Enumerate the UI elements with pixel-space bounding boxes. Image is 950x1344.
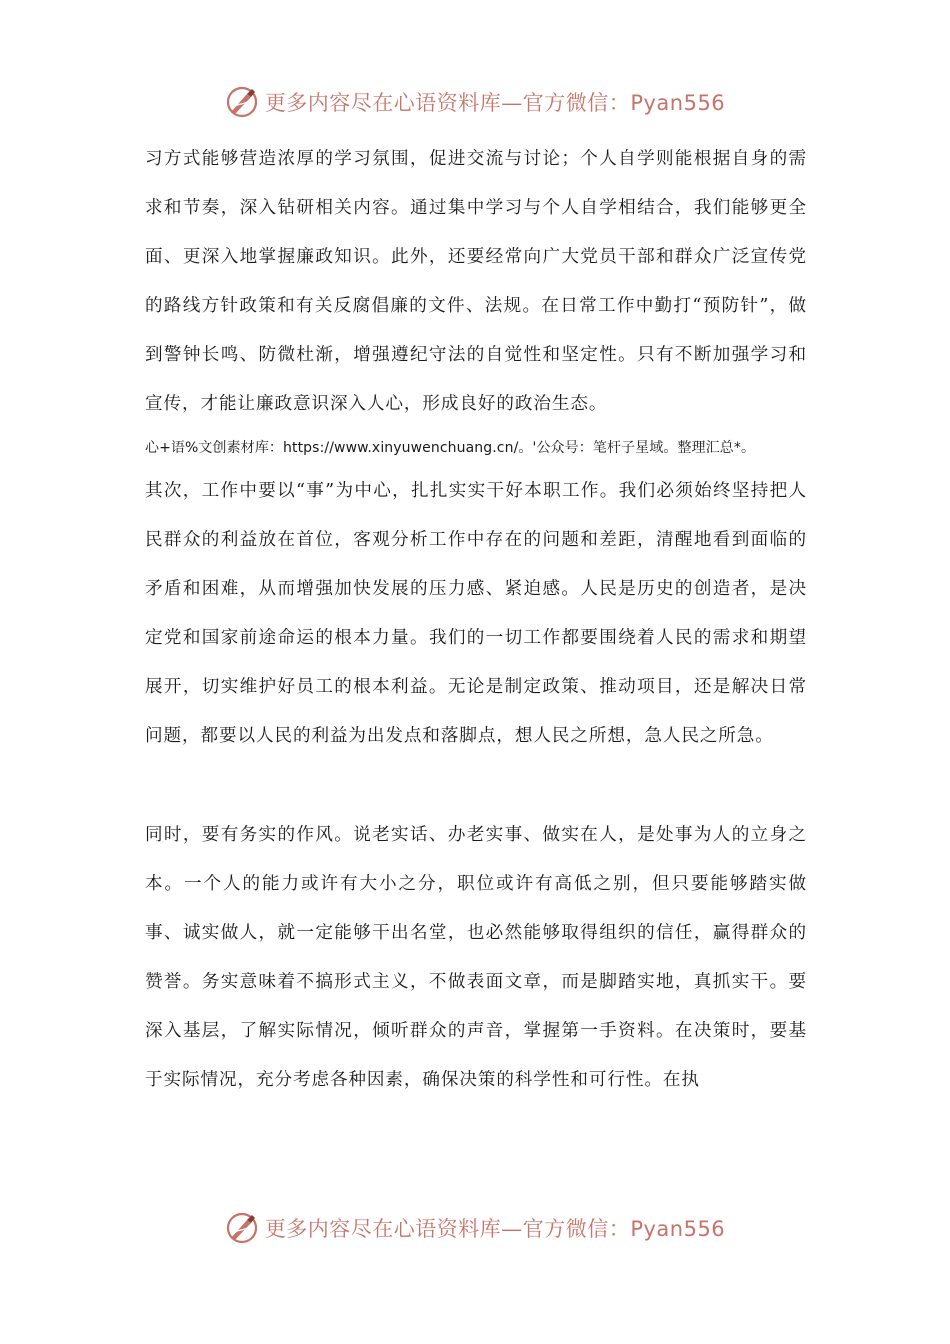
document-body xyxy=(145,135,807,1105)
wechat-id: Pyan556 xyxy=(630,1217,726,1241)
paragraph-pragmatic-style: 同时，要有务实的作风。说老实话、办老实事、做实在人，是处事为人的立身之本。一个人的能力或许有大小之分，职位或许有高低之别，但只要能够踏实做事、诚实做人，就一定能够干出名堂，也必然能够取得组织的信任，赢得群众的赞誉。务实意味着不搞形式主义，不做表面文章，而是脚踏实地，真抓实干。要深入基层，了解实际情况，倾听群众的声音，掌握第一手资料。在决策时，要基于实际情况，充分考虑各种因素，确保决策的科学性和可行性。在执 xyxy=(145,825,807,1090)
banner-text: 更多内容尽在心语资料库—官方微信：Pyan556 xyxy=(264,91,726,115)
pen-logo-icon xyxy=(225,85,259,119)
footer-banner xyxy=(0,1208,950,1248)
wechat-id: Pyan556 xyxy=(630,91,726,115)
paragraph-work-focus: 其次，工作中要以“事”为中心，扎扎实实干好本职工作。我们必须始终坚持把人民群众的利益放在首位，客观分析工作中存在的问题和差距，清醒地看到面临的矛盾和困难，从而增强加快发展的压力感、紧迫感。人民是历史的创造者，是决定党和国家前途命运的根本力量。我们的一切工作都要围绕着人民的需求和期望展开，切实维护好员工的根本利益。无论是制定政策、推动项目，还是解决日常问题，都要以人民的利益为出发点和落脚点，想人民之所想，急人民之所急。 xyxy=(145,481,807,746)
header-banner xyxy=(0,82,950,122)
paragraph-gap xyxy=(145,761,807,811)
paragraph-study: 习方式能够营造浓厚的学习氛围，促进交流与讨论；个人自学则能根据自身的需求和节奏，深入钻研相关内容。通过集中学习与个人自学相结合，我们能够更全面、更深入地掌握廉政知识。此外，还要经常向广大党员干部和群众广泛宣传党的路线方针政策和有关反腐倡廉的文件、法规。在日常工作中勤打“预防针”，做到警钟长鸣、防微杜渐，增强遵纪守法的自觉性和坚定性。只有不断加强学习和宣传，才能让廉政意识深入人心，形成良好的政治生态。 xyxy=(145,149,807,414)
pen-logo-icon xyxy=(225,1211,259,1245)
banner-text: 更多内容尽在心语资料库—官方微信：Pyan556 xyxy=(264,1217,726,1241)
source-note: 心+语%文创素材库：https://www.xinyuwenchuang.cn/。'公众号：笔杆子星域。整理汇总*。 xyxy=(145,440,756,456)
